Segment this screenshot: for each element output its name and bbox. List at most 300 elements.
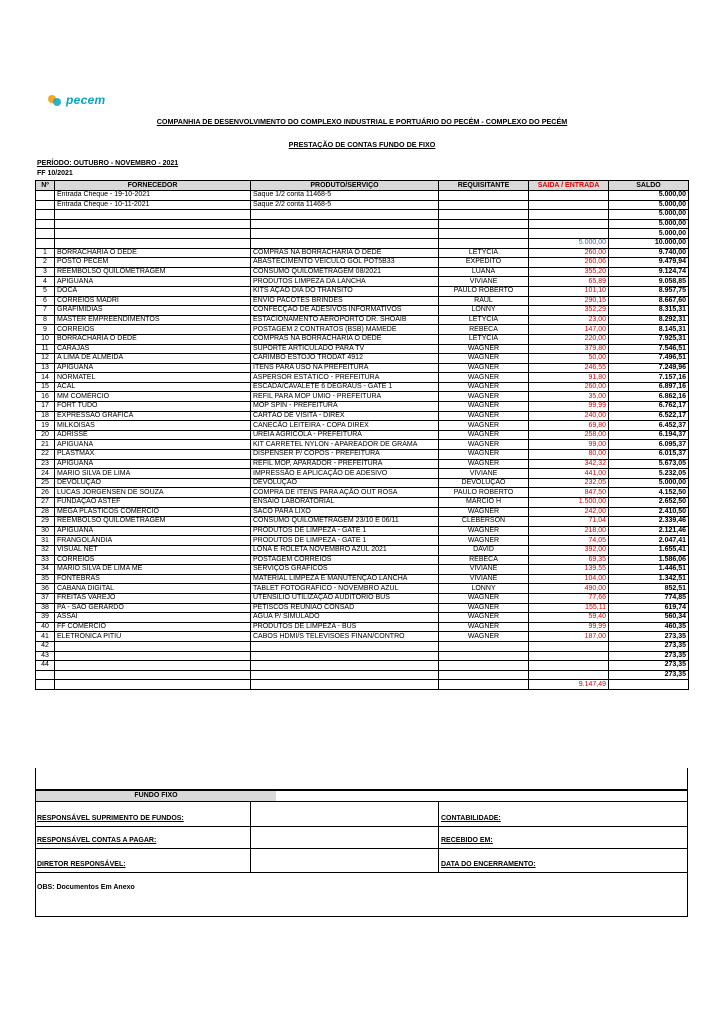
row-saldo: 852,51 xyxy=(609,584,689,594)
row-produto: COMPRAS NA BORRACHARIA O DEDÊ xyxy=(251,248,439,258)
row-saldo: 1.342,51 xyxy=(609,574,689,584)
row-saldo: 560,34 xyxy=(609,613,689,623)
row-valor: 99,99 xyxy=(529,622,609,632)
row-produto: DEVOLUÇÃO xyxy=(251,478,439,488)
row-number: 15 xyxy=(36,382,55,392)
row-saldo: 5.000,00 xyxy=(609,478,689,488)
row-fornecedor: A LIMA DE ALMEIDA xyxy=(55,354,251,364)
obs-note: OBS: Documentos Em Anexo xyxy=(37,884,135,891)
row-requisitante xyxy=(439,191,529,201)
row-produto: SERVIÇOS GRÁFICOS xyxy=(251,565,439,575)
row-fornecedor: NORMATEL xyxy=(55,373,251,383)
row-produto: UTENSÍLIO UTILIZAÇÃO AUDITÓRIO BUS xyxy=(251,593,439,603)
row-fornecedor: FRANGOLÂNDIA xyxy=(55,536,251,546)
row-fornecedor: POSTO PECEM xyxy=(55,258,251,268)
diretor-label: DIRETOR RESPONSÁVEL: xyxy=(37,861,126,868)
row-saldo: 2.339,46 xyxy=(609,517,689,527)
row-saldo: 5.000,00 xyxy=(609,200,689,210)
row-valor xyxy=(529,191,609,201)
row-valor: 35,00 xyxy=(529,392,609,402)
row-valor: 69,80 xyxy=(529,421,609,431)
row-produto: LONA E ROLETA NOVEMBRO AZUL 2021 xyxy=(251,545,439,555)
table-row xyxy=(36,286,689,296)
total-empty-cell xyxy=(609,680,689,690)
table-footer-space xyxy=(35,768,688,790)
row-fornecedor: MASTER EMPREENDIMENTOS xyxy=(55,315,251,325)
row-requisitante: VIVIANE xyxy=(439,469,529,479)
row-saldo: 774,85 xyxy=(609,593,689,603)
row-produto xyxy=(251,210,439,220)
row-fornecedor: Entrada Cheque - 10-11-2021 xyxy=(55,200,251,210)
row-fornecedor: MARIO SILVA DE LIMA xyxy=(55,469,251,479)
row-number: 21 xyxy=(36,440,55,450)
suprimento-label: RESPONSÁVEL SUPRIMENTO DE FUNDOS: xyxy=(37,815,184,822)
header-produto: PRODUTO/SERVIÇO xyxy=(251,181,439,191)
table-row xyxy=(36,632,689,642)
row-saldo: 2.652,50 xyxy=(609,498,689,508)
row-valor: 260,00 xyxy=(529,382,609,392)
row-valor: 258,00 xyxy=(529,430,609,440)
table-row xyxy=(36,469,689,479)
row-fornecedor: VISUAL NET xyxy=(55,545,251,555)
row-fornecedor: CORREIOS MADRI xyxy=(55,296,251,306)
row-requisitante: WAGNER xyxy=(439,632,529,642)
row-requisitante: PAULO ROBERTO xyxy=(439,488,529,498)
row-requisitante: WAGNER xyxy=(439,411,529,421)
row-produto xyxy=(251,229,439,239)
row-fornecedor: MARIO SILVA DE LIMA ME xyxy=(55,565,251,575)
row-saldo: 5.232,05 xyxy=(609,469,689,479)
row-requisitante: DEVOLUÇÃO xyxy=(439,478,529,488)
table-row xyxy=(36,373,689,383)
row-number: 44 xyxy=(36,661,55,671)
total-empty-cell xyxy=(55,680,251,690)
table-row xyxy=(36,421,689,431)
contabilidade-label: CONTABILIDADE: xyxy=(441,815,501,822)
row-saldo: 7.157,16 xyxy=(609,373,689,383)
header-number: Nº xyxy=(36,181,55,191)
row-requisitante: REBECA xyxy=(439,325,529,335)
row-valor: 218,00 xyxy=(529,526,609,536)
pecem-logo xyxy=(48,93,106,107)
row-requisitante: LETYCIA xyxy=(439,315,529,325)
row-valor: 246,55 xyxy=(529,363,609,373)
contas-pagar-label: RESPONSÁVEL CONTAS A PAGAR: xyxy=(37,837,157,844)
row-saldo: 5.000,00 xyxy=(609,191,689,201)
row-number: 36 xyxy=(36,584,55,594)
row-fornecedor xyxy=(55,219,251,229)
row-number: 43 xyxy=(36,651,55,661)
row-requisitante: EXPEDITO xyxy=(439,258,529,268)
row-number xyxy=(36,210,55,220)
row-fornecedor xyxy=(55,229,251,239)
table-row xyxy=(36,210,689,220)
row-number xyxy=(36,219,55,229)
row-produto: UREIA AGRÍCOLA - PREFEITURA xyxy=(251,430,439,440)
row-valor xyxy=(529,210,609,220)
row-fornecedor: APIGUANA xyxy=(55,277,251,287)
table-row xyxy=(36,603,689,613)
row-saldo: 9.058,85 xyxy=(609,277,689,287)
row-fornecedor: FF COMÉRCIO xyxy=(55,622,251,632)
row-saldo: 8.145,31 xyxy=(609,325,689,335)
row-produto xyxy=(251,661,439,671)
table-row xyxy=(36,296,689,306)
row-saldo: 5.000,00 xyxy=(609,219,689,229)
row-produto: ÁGUA P/ SIMULADO xyxy=(251,613,439,623)
row-number: 16 xyxy=(36,392,55,402)
ff-label: FF 10/2021 xyxy=(37,170,73,177)
row-produto: SACO PARA LIXO xyxy=(251,507,439,517)
row-requisitante xyxy=(439,670,529,680)
row-fornecedor: APIGUANA xyxy=(55,526,251,536)
row-number: 10 xyxy=(36,334,55,344)
row-number: 24 xyxy=(36,469,55,479)
row-fornecedor: FREITAS VAREJO xyxy=(55,593,251,603)
row-produto xyxy=(251,651,439,661)
row-valor: 147,00 xyxy=(529,325,609,335)
row-fornecedor: GRAFIMIDIAS xyxy=(55,306,251,316)
row-fornecedor: FORT TUDO xyxy=(55,402,251,412)
row-saldo: 273,35 xyxy=(609,641,689,651)
table-row xyxy=(36,517,689,527)
row-produto: KITS AÇÃO DIA DO TRANSITO xyxy=(251,286,439,296)
row-produto xyxy=(251,670,439,680)
row-valor: 342,32 xyxy=(529,459,609,469)
row-valor: 355,20 xyxy=(529,267,609,277)
row-requisitante xyxy=(439,229,529,239)
row-requisitante: WAGNER xyxy=(439,421,529,431)
table-row xyxy=(36,526,689,536)
table-row xyxy=(36,661,689,671)
row-requisitante: LONNY xyxy=(439,306,529,316)
row-fornecedor: CORREIOS xyxy=(55,325,251,335)
row-produto: CABOS HDMI/S TELEVISOES FINAN/CONTRO xyxy=(251,632,439,642)
table-row xyxy=(36,545,689,555)
total-empty-cell xyxy=(36,680,55,690)
row-number: 11 xyxy=(36,344,55,354)
row-requisitante: WAGNER xyxy=(439,603,529,613)
row-requisitante: LONNY xyxy=(439,584,529,594)
expense-table xyxy=(35,180,689,690)
table-row xyxy=(36,229,689,239)
row-produto: DISPENSER P/ COPOS - PREFEITURA xyxy=(251,450,439,460)
table-row xyxy=(36,402,689,412)
row-number: 31 xyxy=(36,536,55,546)
row-saldo: 10.000,00 xyxy=(609,238,689,248)
row-requisitante: WAGNER xyxy=(439,373,529,383)
row-requisitante xyxy=(439,641,529,651)
row-valor: 99,00 xyxy=(529,440,609,450)
row-produto: ENSAIO LABORATORIAL xyxy=(251,498,439,508)
table-row xyxy=(36,488,689,498)
table-row xyxy=(36,238,689,248)
row-number: 8 xyxy=(36,315,55,325)
row-fornecedor: BORRACHARIA O DEDÊ xyxy=(55,334,251,344)
row-valor: 490,00 xyxy=(529,584,609,594)
row-valor: 80,00 xyxy=(529,450,609,460)
row-fornecedor: Entrada Cheque - 19-10-2021 xyxy=(55,191,251,201)
row-number: 4 xyxy=(36,277,55,287)
row-saldo: 5.000,00 xyxy=(609,229,689,239)
row-saldo: 1.655,41 xyxy=(609,545,689,555)
row-fornecedor: MEGA PLÁSTICOS COMÉRCIO xyxy=(55,507,251,517)
row-fornecedor: PLASTMAX xyxy=(55,450,251,460)
row-saldo: 8.667,60 xyxy=(609,296,689,306)
row-number: 23 xyxy=(36,459,55,469)
row-produto xyxy=(251,641,439,651)
row-number: 12 xyxy=(36,354,55,364)
row-valor: 59,40 xyxy=(529,613,609,623)
fundo-fixo-header: FUNDO FIXO xyxy=(36,791,276,801)
row-fornecedor xyxy=(55,641,251,651)
row-produto: CANECÃO LEITEIRA - COPA DIREX xyxy=(251,421,439,431)
row-requisitante: VIVIANE xyxy=(439,277,529,287)
row-fornecedor: ELETRÔNICA PITIÚ xyxy=(55,632,251,642)
row-requisitante: WAGNER xyxy=(439,363,529,373)
row-produto: ASPERSOR ESTÁTICO - PREFEITURA xyxy=(251,373,439,383)
row-number xyxy=(36,191,55,201)
row-produto: PETISCOS REUNIÃO CONSAD xyxy=(251,603,439,613)
row-number: 33 xyxy=(36,555,55,565)
company-title: COMPANHIA DE DESENVOLVIMENTO DO COMPLEXO INDUSTRIAL E PORTUÁRIO DO PECÉM - COMPLEXO DO PECÉM xyxy=(156,117,568,126)
row-number: 32 xyxy=(36,545,55,555)
table-row xyxy=(36,440,689,450)
row-requisitante: WAGNER xyxy=(439,450,529,460)
row-saldo: 7.496,51 xyxy=(609,354,689,364)
row-valor xyxy=(529,670,609,680)
row-produto: POSTAGEM CORREIOS xyxy=(251,555,439,565)
row-valor xyxy=(529,219,609,229)
row-requisitante: LETYCIA xyxy=(439,334,529,344)
row-fornecedor: CABANA DIGITAL xyxy=(55,584,251,594)
row-saldo: 6.095,37 xyxy=(609,440,689,450)
row-valor: 101,10 xyxy=(529,286,609,296)
row-number: 30 xyxy=(36,526,55,536)
row-valor xyxy=(529,651,609,661)
row-number xyxy=(36,229,55,239)
row-saldo: 619,74 xyxy=(609,603,689,613)
row-valor: 242,00 xyxy=(529,507,609,517)
row-requisitante: REBECA xyxy=(439,555,529,565)
row-produto: CONSUMO QUILOMETRAGEM 08/2021 xyxy=(251,267,439,277)
table-row xyxy=(36,344,689,354)
row-produto: PRODUTOS DE LIMPEZA - BUS xyxy=(251,622,439,632)
row-valor xyxy=(529,661,609,671)
row-valor: 260,00 xyxy=(529,248,609,258)
row-requisitante: WAGNER xyxy=(439,344,529,354)
row-requisitante xyxy=(439,210,529,220)
row-produto: CARTÃO DE VISITA - DIREX xyxy=(251,411,439,421)
row-produto: IMPRESSÃO E APLICAÇÃO DE ADESIVO xyxy=(251,469,439,479)
row-produto: MATERIAL LIMPEZA E MANUTENÇÃO LANCHA xyxy=(251,574,439,584)
table-header-row xyxy=(36,181,689,191)
row-number: 18 xyxy=(36,411,55,421)
row-requisitante: DAVID xyxy=(439,545,529,555)
row-produto: PRODUTOS LIMPEZA DA LANCHA xyxy=(251,277,439,287)
row-number: 42 xyxy=(36,641,55,651)
table-row xyxy=(36,382,689,392)
row-requisitante xyxy=(439,661,529,671)
header-fornecedor: FORNECEDOR xyxy=(55,181,251,191)
row-saldo: 6.762,17 xyxy=(609,402,689,412)
row-requisitante: WAGNER xyxy=(439,402,529,412)
row-saldo: 6.862,16 xyxy=(609,392,689,402)
total-value: 9.147,49 xyxy=(529,680,609,690)
row-requisitante xyxy=(439,219,529,229)
row-valor: 260,06 xyxy=(529,258,609,268)
row-fornecedor: MM COMÉRCIO xyxy=(55,392,251,402)
row-valor: 99,99 xyxy=(529,402,609,412)
row-number: 28 xyxy=(36,507,55,517)
row-produto xyxy=(251,238,439,248)
table-row xyxy=(36,306,689,316)
row-saldo: 273,35 xyxy=(609,632,689,642)
row-number: 20 xyxy=(36,430,55,440)
row-valor: 1.500,00 xyxy=(529,498,609,508)
row-valor: 69,35 xyxy=(529,555,609,565)
row-fornecedor: FONTEBRAS xyxy=(55,574,251,584)
row-number: 13 xyxy=(36,363,55,373)
table-row xyxy=(36,191,689,201)
row-produto: COMPRAS NA BORRACHARIA O DEDÊ xyxy=(251,334,439,344)
table-row xyxy=(36,450,689,460)
row-produto: Saque 2/2 conta 11468-5 xyxy=(251,200,439,210)
table-row xyxy=(36,258,689,268)
row-fornecedor: REEMBOLSO QUILOMETRAGEM xyxy=(55,267,251,277)
row-number: 29 xyxy=(36,517,55,527)
row-number: 39 xyxy=(36,613,55,623)
row-requisitante: WAGNER xyxy=(439,622,529,632)
row-fornecedor xyxy=(55,670,251,680)
row-saldo: 6.452,37 xyxy=(609,421,689,431)
row-valor: 74,05 xyxy=(529,536,609,546)
row-fornecedor: CARAJAS xyxy=(55,344,251,354)
table-row xyxy=(36,411,689,421)
row-fornecedor: ASSAÍ xyxy=(55,613,251,623)
pecem-logo-icon xyxy=(48,95,62,105)
table-row xyxy=(36,459,689,469)
row-number xyxy=(36,670,55,680)
row-saldo: 4.152,50 xyxy=(609,488,689,498)
row-saldo: 6.897,16 xyxy=(609,382,689,392)
row-produto: ESTACIONAMENTO AEROPORTO DR. SHOAIB xyxy=(251,315,439,325)
table-row xyxy=(36,277,689,287)
table-row xyxy=(36,325,689,335)
row-number: 25 xyxy=(36,478,55,488)
row-requisitante: RAUL xyxy=(439,296,529,306)
row-saldo: 8.315,31 xyxy=(609,306,689,316)
row-number: 2 xyxy=(36,258,55,268)
header-saida-entrada: SAIDA / ENTRADA xyxy=(529,181,609,191)
row-fornecedor xyxy=(55,651,251,661)
row-saldo: 1.446,51 xyxy=(609,565,689,575)
row-requisitante: WAGNER xyxy=(439,392,529,402)
table-row xyxy=(36,392,689,402)
row-valor: 5.000,00 xyxy=(529,238,609,248)
row-number: 14 xyxy=(36,373,55,383)
row-produto: CONSUMO QUILOMETRAGEM 23/10 E 06/11 xyxy=(251,517,439,527)
row-produto: CARIMBO ESTOJO TRODAT 4912 xyxy=(251,354,439,364)
row-valor: 77,66 xyxy=(529,593,609,603)
row-valor: 290,15 xyxy=(529,296,609,306)
table-row xyxy=(36,267,689,277)
row-saldo: 8.957,75 xyxy=(609,286,689,296)
row-requisitante xyxy=(439,238,529,248)
row-saldo: 9.740,00 xyxy=(609,248,689,258)
row-valor: 91,80 xyxy=(529,373,609,383)
row-produto: MOP SPIN - PREFEITURA xyxy=(251,402,439,412)
row-produto: PRODUTOS DE LIMPEZA - GATE 1 xyxy=(251,536,439,546)
row-produto: Saque 1/2 conta 11468-5 xyxy=(251,191,439,201)
row-fornecedor: FUNDAÇÃO ASTEF xyxy=(55,498,251,508)
row-saldo: 5.673,05 xyxy=(609,459,689,469)
row-saldo: 273,35 xyxy=(609,651,689,661)
row-produto: ABASTECIMENTO VEÍCULO GOL POT5B33 xyxy=(251,258,439,268)
row-saldo: 460,35 xyxy=(609,622,689,632)
row-number: 9 xyxy=(36,325,55,335)
table-row xyxy=(36,622,689,632)
row-requisitante: VIVIANE xyxy=(439,565,529,575)
row-requisitante: LETYCIA xyxy=(439,248,529,258)
logo-text: pecem xyxy=(66,93,106,107)
row-number xyxy=(36,238,55,248)
row-requisitante: WAGNER xyxy=(439,430,529,440)
row-number: 34 xyxy=(36,565,55,575)
row-number: 3 xyxy=(36,267,55,277)
table-row xyxy=(36,200,689,210)
row-saldo: 7.925,31 xyxy=(609,334,689,344)
table-row xyxy=(36,593,689,603)
table-row xyxy=(36,248,689,258)
row-requisitante: CLEBERSON xyxy=(439,517,529,527)
row-produto: ITENS PARA USO NA PREFEITURA xyxy=(251,363,439,373)
row-requisitante: WAGNER xyxy=(439,526,529,536)
row-saldo: 8.292,31 xyxy=(609,315,689,325)
row-produto: POSTAGEM 2 CONTRATOS (BSB) MAMEDE xyxy=(251,325,439,335)
row-produto: PRODUTOS DE LIMPEZA - GATE 1 xyxy=(251,526,439,536)
row-saldo: 1.586,06 xyxy=(609,555,689,565)
row-fornecedor: LUCAS JORGENSEN DE SOUZA xyxy=(55,488,251,498)
table-row xyxy=(36,536,689,546)
row-saldo: 2.121,46 xyxy=(609,526,689,536)
row-fornecedor: DOCA xyxy=(55,286,251,296)
row-saldo: 2.410,50 xyxy=(609,507,689,517)
table-row xyxy=(36,354,689,364)
row-saldo: 9.124,74 xyxy=(609,267,689,277)
row-fornecedor xyxy=(55,210,251,220)
table-row xyxy=(36,574,689,584)
encerramento-label: DATA DO ENCERRAMENTO: xyxy=(441,861,536,868)
row-fornecedor: REEMBOLSO QUILOMETRAGEM xyxy=(55,517,251,527)
table-row xyxy=(36,555,689,565)
header-requisitante: REQUISITANTE xyxy=(439,181,529,191)
row-valor: 220,00 xyxy=(529,334,609,344)
row-valor: 139,55 xyxy=(529,565,609,575)
table-row xyxy=(36,670,689,680)
row-valor: 104,00 xyxy=(529,574,609,584)
row-valor: 65,89 xyxy=(529,277,609,287)
row-requisitante: VIVIANE xyxy=(439,574,529,584)
table-row xyxy=(36,641,689,651)
row-requisitante: WAGNER xyxy=(439,354,529,364)
row-produto: COMPRA DE ITENS PARA AÇÃO OUT ROSA xyxy=(251,488,439,498)
total-empty-cell xyxy=(251,680,439,690)
row-valor: 441,00 xyxy=(529,469,609,479)
recebido-label: RECEBIDO EM: xyxy=(441,837,493,844)
row-produto: SUPORTE ARTICULADO PARA TV xyxy=(251,344,439,354)
row-requisitante: PAULO ROBERTO xyxy=(439,286,529,296)
